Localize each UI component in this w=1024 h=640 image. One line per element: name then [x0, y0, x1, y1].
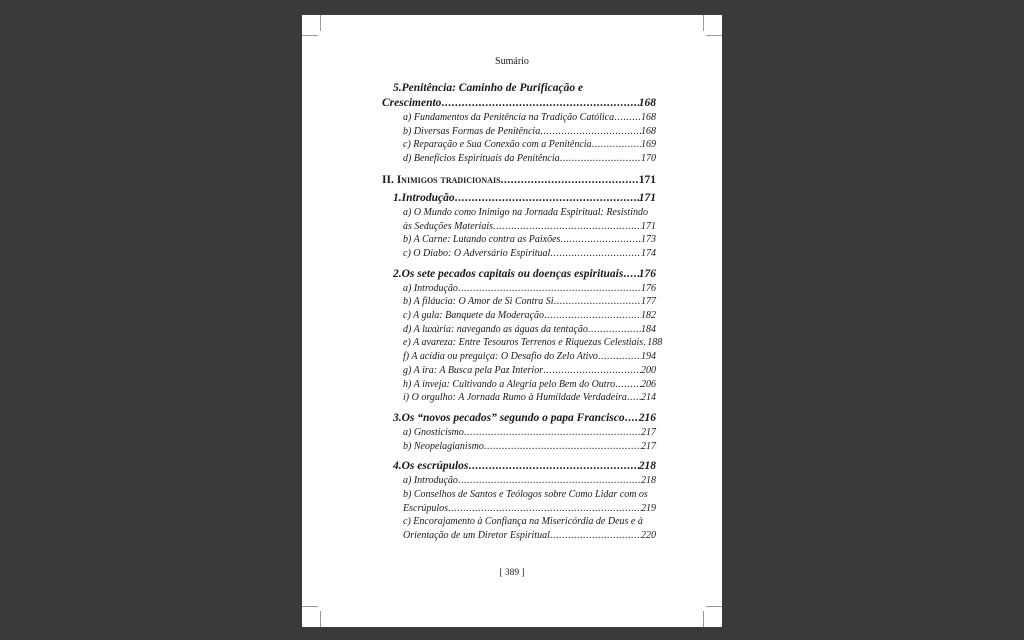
dot-leader	[615, 378, 641, 392]
toc-entry	[382, 440, 656, 454]
crop-mark	[302, 35, 318, 36]
toc-page-number: 168	[638, 97, 656, 109]
toc-entry	[382, 152, 656, 166]
toc-chapter	[382, 173, 656, 188]
dot-leader	[468, 459, 638, 474]
toc-title: b) A filáucia: O Amor de Si Contra Si	[403, 296, 554, 308]
toc-title-line: a) O Mundo como Inimigo na Jornada Espiritual: Resistindo	[403, 206, 648, 218]
toc-page-number: 174	[641, 247, 656, 259]
toc-page-number: 168	[641, 112, 656, 123]
toc-section	[382, 411, 656, 426]
toc-section	[382, 459, 656, 474]
toc-entry	[382, 295, 656, 309]
toc-title-line: às Seduções Materiais	[403, 220, 493, 232]
toc-title: b) A Carne: Lutando contra as Paixões	[403, 234, 561, 246]
toc-entry	[382, 474, 656, 488]
dot-leader	[588, 323, 641, 337]
toc-entry	[382, 391, 656, 405]
toc-title: f) A acídia ou preguiça: O Desafio do Zelo Ativo	[403, 351, 598, 363]
table-of-contents	[382, 81, 663, 543]
toc-page-number: 170	[641, 153, 656, 165]
toc-page-number: 168	[641, 125, 656, 137]
toc-page-number: 169	[641, 139, 656, 151]
toc-page-number: 173	[641, 234, 656, 246]
toc-title: II. Inimigos tradicionais	[382, 173, 501, 186]
toc-title-line: b) Conselhos de Santos e Teólogos sobre Como Lidar com os	[403, 489, 648, 501]
toc-entry	[382, 247, 656, 261]
toc-entry	[382, 125, 656, 139]
dot-leader	[550, 247, 641, 261]
toc-title: a) Gnosticismo	[403, 426, 464, 438]
toc-page-number: 171	[641, 220, 656, 232]
dot-leader	[560, 152, 641, 166]
page-number: [ 389 ]	[499, 568, 525, 578]
toc-page-number: 218	[638, 460, 656, 473]
toc-page-number: 184	[641, 323, 656, 335]
toc-page-number: 220	[641, 530, 656, 542]
dot-leader	[560, 233, 641, 247]
toc-title: 3.Os “novos pecados” segundo o papa Francisco	[393, 411, 625, 424]
dot-leader	[623, 267, 638, 282]
toc-entry	[382, 426, 656, 440]
toc-page-number: 206	[641, 378, 656, 390]
toc-page-number: 217	[641, 440, 656, 452]
dot-leader	[614, 111, 641, 125]
dot-leader	[493, 220, 641, 234]
dot-leader	[550, 529, 641, 543]
toc-page-number: 219	[641, 502, 656, 514]
toc-title: b) Neopelagianismo	[403, 440, 484, 452]
dot-leader	[458, 282, 641, 296]
toc-page-number: 177	[641, 296, 656, 308]
toc-page-number: 218	[641, 475, 656, 487]
toc-title: d) Benefícios Espirituais da Penitência	[403, 153, 560, 165]
crop-mark	[706, 35, 722, 36]
running-header: Sumário	[495, 56, 529, 67]
toc-section	[382, 81, 656, 111]
toc-page-number: 194	[641, 351, 656, 363]
toc-page-number: 176	[641, 282, 656, 294]
toc-title: b) Diversas Formas de Penitência	[403, 125, 541, 137]
crop-mark	[302, 606, 318, 607]
dot-leader	[627, 391, 641, 405]
toc-title: 4.Os escrúpulos	[393, 460, 469, 473]
toc-entry	[382, 111, 656, 125]
dot-leader	[554, 295, 641, 309]
toc-title: c) O Diabo: O Adversário Espiritual	[403, 247, 551, 259]
toc-page-number: 176	[638, 267, 656, 280]
dot-leader	[464, 426, 641, 440]
toc-title: e) A avareza: Entre Tesouros Terrenos e Riquezas Celestiais	[403, 337, 644, 349]
book-page	[302, 15, 722, 627]
toc-page-number: 171	[638, 173, 656, 186]
toc-title-line: 5.Penitência: Caminho de Purificação e	[393, 82, 584, 94]
toc-title-line: Crescimento	[382, 97, 442, 109]
dot-leader	[484, 440, 641, 454]
toc-entry	[382, 488, 656, 515]
toc-title: i) O orgulho: A Jornada Rumo à Humildade Verdadeira	[403, 392, 627, 404]
toc-title: c) Reparação e Sua Conexão com a Penitência	[403, 139, 592, 151]
dot-leader	[544, 309, 641, 323]
crop-mark	[320, 611, 321, 627]
toc-title-line: Orientação de um Diretor Espiritual	[403, 530, 550, 542]
toc-entry	[382, 515, 656, 542]
dot-leader	[455, 191, 639, 206]
toc-entry	[382, 138, 656, 152]
toc-entry	[382, 206, 656, 233]
toc-title: a) Introdução	[403, 282, 458, 294]
dot-leader	[543, 364, 641, 378]
toc-page-number: 216	[638, 411, 656, 424]
toc-title-line: c) Encorajamento à Confiança na Misericórdia de Deus e à	[403, 516, 643, 528]
toc-title: d) A luxúria: navegando as águas da tentação	[403, 323, 588, 335]
crop-mark	[706, 606, 722, 607]
dot-leader	[540, 125, 641, 139]
toc-section	[382, 191, 656, 206]
dot-leader	[625, 411, 639, 426]
toc-entry	[382, 309, 656, 323]
crop-mark	[320, 15, 321, 31]
toc-title: 2.Os sete pecados capitais ou doenças espirituais	[393, 267, 624, 280]
toc-entry	[382, 364, 656, 378]
toc-section	[382, 267, 656, 282]
crop-mark	[703, 611, 704, 627]
dot-leader	[441, 96, 638, 111]
toc-page-number: 217	[641, 426, 656, 438]
toc-title: h) A inveja: Cultivando a Alegria pelo Bem do Outro	[403, 378, 616, 390]
toc-title-line: Escrúpulos	[403, 502, 448, 514]
toc-entry	[382, 378, 656, 392]
dot-leader	[592, 138, 641, 152]
toc-title: a) Fundamentos da Penitência na Tradição Católica	[403, 112, 615, 123]
toc-entry	[382, 336, 663, 350]
toc-title: g) A ira: A Busca pela Paz Interior	[403, 364, 544, 376]
dot-leader	[501, 173, 639, 188]
toc-page-number: 200	[641, 364, 656, 376]
toc-title: c) A gula: Banquete da Moderação	[403, 310, 544, 322]
dot-leader	[458, 474, 641, 488]
crop-mark	[703, 15, 704, 31]
dot-leader	[448, 502, 641, 516]
toc-entry	[382, 282, 656, 296]
toc-page-number: 182	[641, 310, 656, 322]
toc-title: a) Introdução	[403, 475, 458, 487]
toc-page-number: 188	[647, 337, 663, 349]
dot-leader	[598, 350, 641, 364]
toc-title: 1.Introdução	[393, 191, 455, 204]
toc-entry	[382, 350, 656, 364]
toc-entry	[382, 233, 656, 247]
toc-page-number: 214	[641, 392, 656, 404]
toc-entry	[382, 323, 656, 337]
toc-page-number: 171	[638, 191, 656, 204]
